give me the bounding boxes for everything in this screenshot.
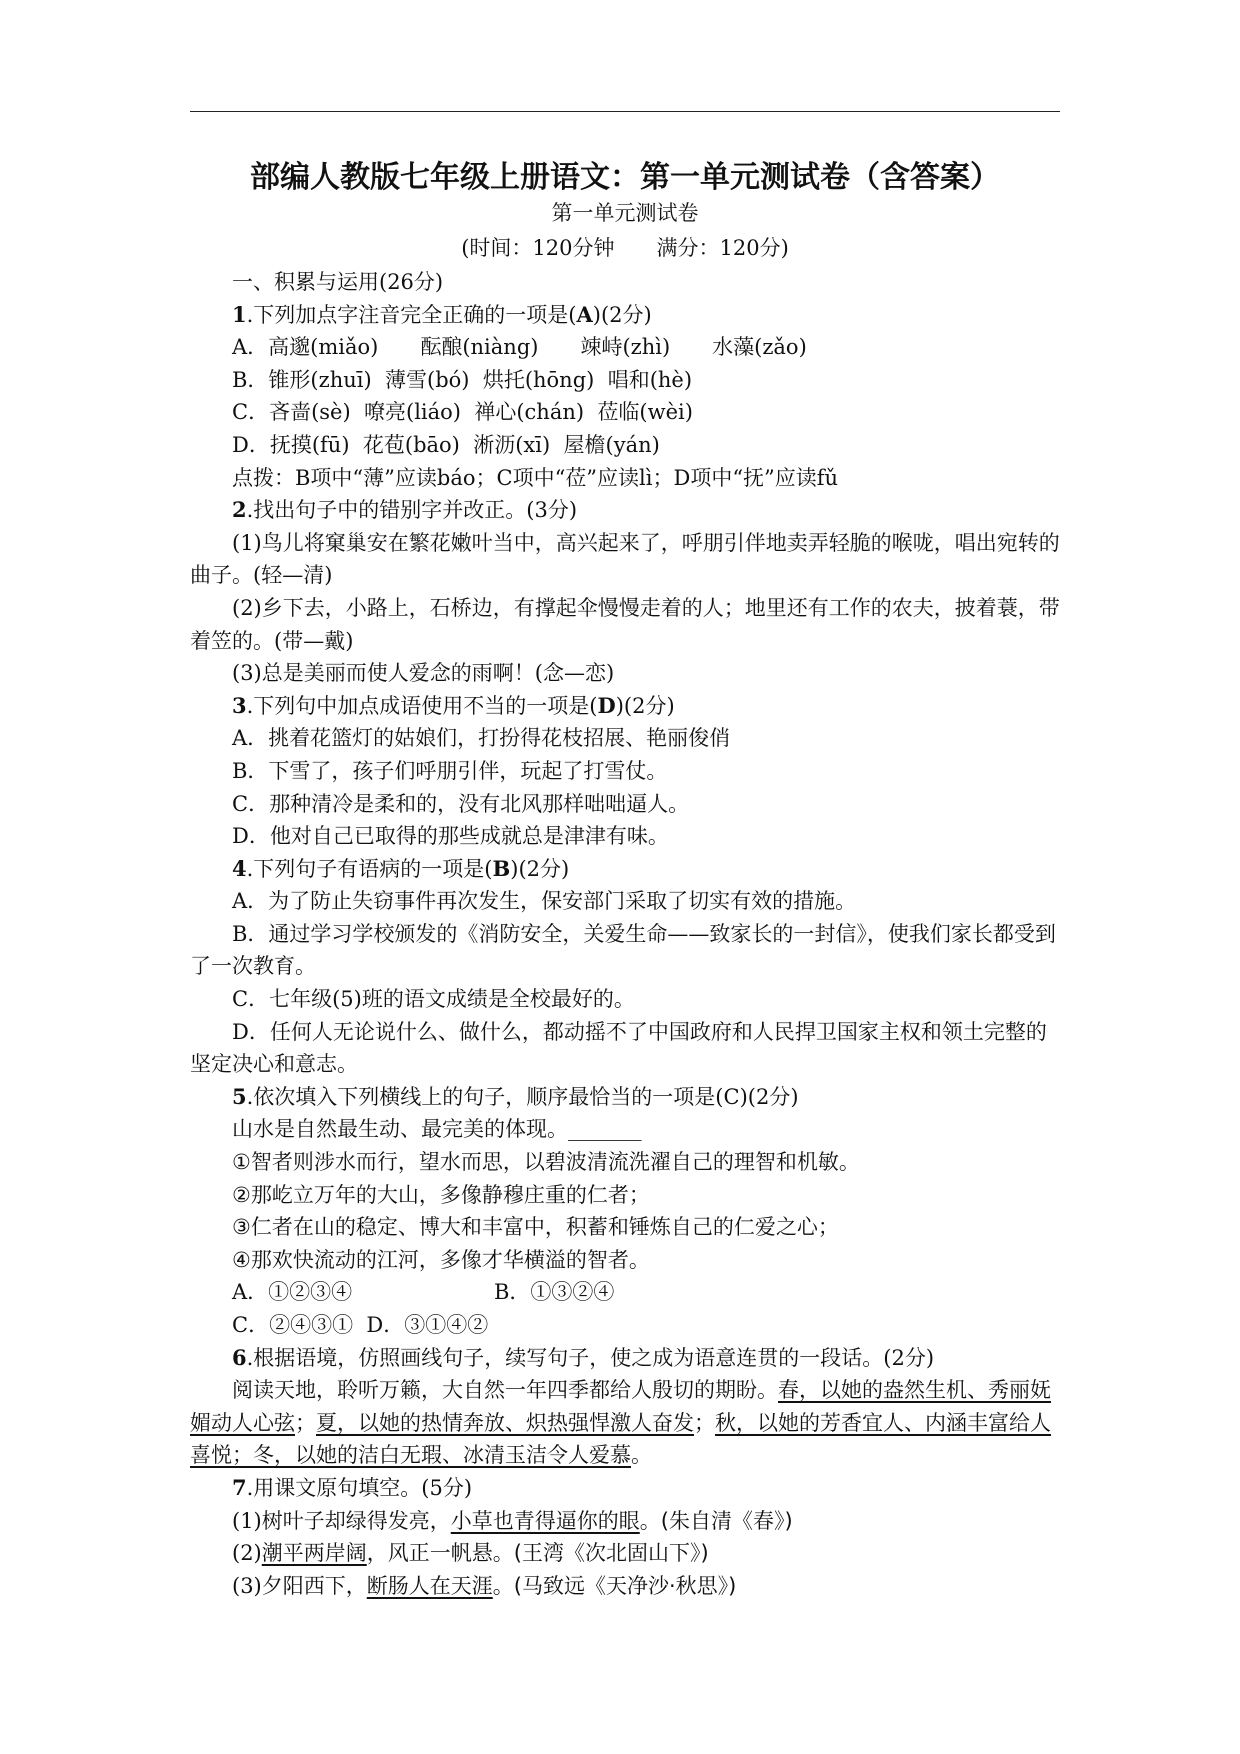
question-5-line-3: ③仁者在山的稳定、博大和丰富中，积蓄和锤炼自己的仁爱之心； bbox=[232, 1215, 839, 1240]
question-7-item-2: (2)潮平两岸阔，风正一帆悬。(王湾《次北固山下》) bbox=[232, 1541, 709, 1566]
question-1-tip: 点拨：B项中“薄”应读báo；C项中“莅”应读lì；D项中“抚”应读fǔ bbox=[232, 465, 839, 490]
answer: D bbox=[597, 692, 616, 718]
question-6-text: 阅读天地，聆听万籁，大自然一年四季都给人殷切的期盼。春，以她的盎然生机、秀丽妩媚动人心弦；夏，以她的热情奔放、炽热强悍激人奋发；秋，以她的芳香宜人、内涵丰富给人喜悦；冬，以她的洁白无瑕、冰清玉洁令人爱慕。 bbox=[190, 1378, 1051, 1468]
time-score-info: (时间：120分钟 满分：120分) bbox=[461, 236, 789, 260]
question-5-options-cd: C．②④③① D．③①④② bbox=[232, 1313, 489, 1337]
question-5-stem: 5.依次填入下列横线上的句子，顺序最恰当的一项是(C)(2分) bbox=[232, 1083, 799, 1109]
question-number: 3 bbox=[232, 692, 247, 718]
question-1-stem: 1.下列加点字注音完全正确的一项是(A)(2分) bbox=[232, 301, 652, 327]
question-7-stem: 7.用课文原句填空。(5分) bbox=[232, 1474, 473, 1500]
question-5-line-2: ②那屹立万年的大山，多像静穆庄重的仁者； bbox=[232, 1182, 650, 1207]
question-3-stem: 3.下列句中加点成语使用不当的一项是(D)(2分) bbox=[232, 692, 675, 718]
question-4-stem: 4.下列句子有语病的一项是(B)(2分) bbox=[232, 855, 570, 881]
question-5-line-4: ④那欢快流动的江河，多像才华横溢的智者。 bbox=[232, 1247, 650, 1272]
answer: A bbox=[576, 301, 593, 327]
question-number: 6 bbox=[232, 1344, 247, 1370]
section-heading: 一、积累与运用(26分) bbox=[232, 270, 444, 294]
question-4-option-b: B．通过学习学校颁发的《消防安全，关爱生命——致家长的一封信》，使我们家长都受到了一次教育。 bbox=[190, 921, 1056, 979]
question-2-sentence-1: (1)鸟儿将窠巢安在繁花嫩叶当中，高兴起来了，呼朋引伴地卖弄轻脆的喉咙，唱出宛转的曲子。(轻—清) bbox=[190, 530, 1060, 588]
question-1-option-a: A．高邈(miǎo) 酝酿(niàng) 竦峙(zhì) 水藻(zǎo) bbox=[232, 335, 807, 360]
question-2-sentence-3: (3)总是美丽而使人爱念的雨啊！(念—恋) bbox=[232, 661, 615, 686]
question-1-option-c: C．吝啬(sè) 嘹亮(liáo) 禅心(chán) 莅临(wèi) bbox=[232, 400, 693, 425]
document-body bbox=[190, 158, 1060, 1602]
question-number: 5 bbox=[232, 1083, 247, 1109]
question-2-sentence-2: (2)乡下去，小路上，石桥边，有撑起伞慢慢走着的人；地里还有工作的农夫，披着蓑，带着笠的。(带—戴) bbox=[190, 595, 1060, 653]
question-3-option-a: A．挑着花篮灯的姑娘们，打扮得花枝招展、艳丽俊俏 bbox=[232, 726, 731, 751]
question-4-option-d: D．任何人无论说什么、做什么，都动摇不了中国政府和人民捍卫国家主权和领土完整的坚定决心和意志。 bbox=[190, 1019, 1047, 1077]
question-number: 1 bbox=[232, 301, 247, 327]
question-6-stem: 6.根据语境，仿照画线句子，续写句子，使之成为语意连贯的一段话。(2分) bbox=[232, 1344, 935, 1370]
question-5-line-1: ①智者则涉水而行，望水而思，以碧波清流洗濯自己的理智和机敏。 bbox=[232, 1150, 860, 1175]
question-5-lead: 山水是自然最生动、最完美的体现。_______ bbox=[232, 1117, 642, 1142]
question-5-option-a: A．①②③④ bbox=[232, 1280, 353, 1305]
question-2-stem: 2.找出句子中的错别字并改正。(3分) bbox=[232, 497, 578, 523]
answer: 断肠人在天涯 bbox=[366, 1573, 493, 1598]
question-7-item-1: (1)树叶子却绿得发亮，小草也青得逼你的眼。(朱自清《春》) bbox=[232, 1508, 793, 1533]
question-4-option-a: A．为了防止失窃事件再次发生，保安部门采取了切实有效的措施。 bbox=[232, 889, 857, 914]
answer-sentence: 秋，以她的芳香宜人、内涵丰富给人喜悦；冬，以她的洁白无瑕、冰清玉洁令人爱慕 bbox=[190, 1410, 1051, 1468]
question-3-option-d: D．他对自己已取得的那些成就总是津津有味。 bbox=[232, 824, 669, 849]
question-1-option-b: B．锥形(zhuī) 薄雪(bó) 烘托(hōng) 唱和(hè) bbox=[232, 367, 693, 392]
question-3-option-c: C．那种清冷是柔和的，没有北风那样咄咄逼人。 bbox=[232, 791, 690, 816]
page-title: 部编人教版七年级上册语文：第一单元测试卷（含答案） bbox=[250, 160, 1000, 195]
page-subtitle: 第一单元测试卷 bbox=[551, 201, 699, 225]
underlined-sentence: 夏，以她的热情奔放、炽热强悍激人奋发 bbox=[316, 1410, 694, 1435]
question-number: 7 bbox=[232, 1474, 247, 1500]
answer: 小草也青得逼你的眼 bbox=[450, 1508, 640, 1533]
answer: 潮平两岸阔 bbox=[261, 1541, 367, 1566]
answer: C bbox=[723, 1084, 740, 1109]
question-5-option-b: B．①③②④ bbox=[494, 1280, 615, 1305]
question-1-option-d: D．抚摸(fū) 花苞(bāo) 淅沥(xī) 屋檐(yán) bbox=[232, 432, 660, 457]
question-3-option-b: B．下雪了，孩子们呼朋引伴，玩起了打雪仗。 bbox=[232, 758, 668, 783]
header-rule bbox=[190, 111, 1060, 112]
question-7-item-3: (3)夕阳西下，断肠人在天涯。(马致远《天净沙·秋思》) bbox=[232, 1573, 737, 1598]
question-number: 4 bbox=[232, 855, 247, 881]
question-5-options-ab bbox=[190, 1276, 1060, 1309]
question-number: 2 bbox=[232, 497, 247, 523]
question-4-option-c: C．七年级(5)班的语文成绩是全校最好的。 bbox=[232, 987, 635, 1012]
underlined-sentence: 春，以她的盎然生机、秀丽妩媚动人心弦 bbox=[190, 1378, 1051, 1435]
answer: B bbox=[492, 855, 511, 881]
